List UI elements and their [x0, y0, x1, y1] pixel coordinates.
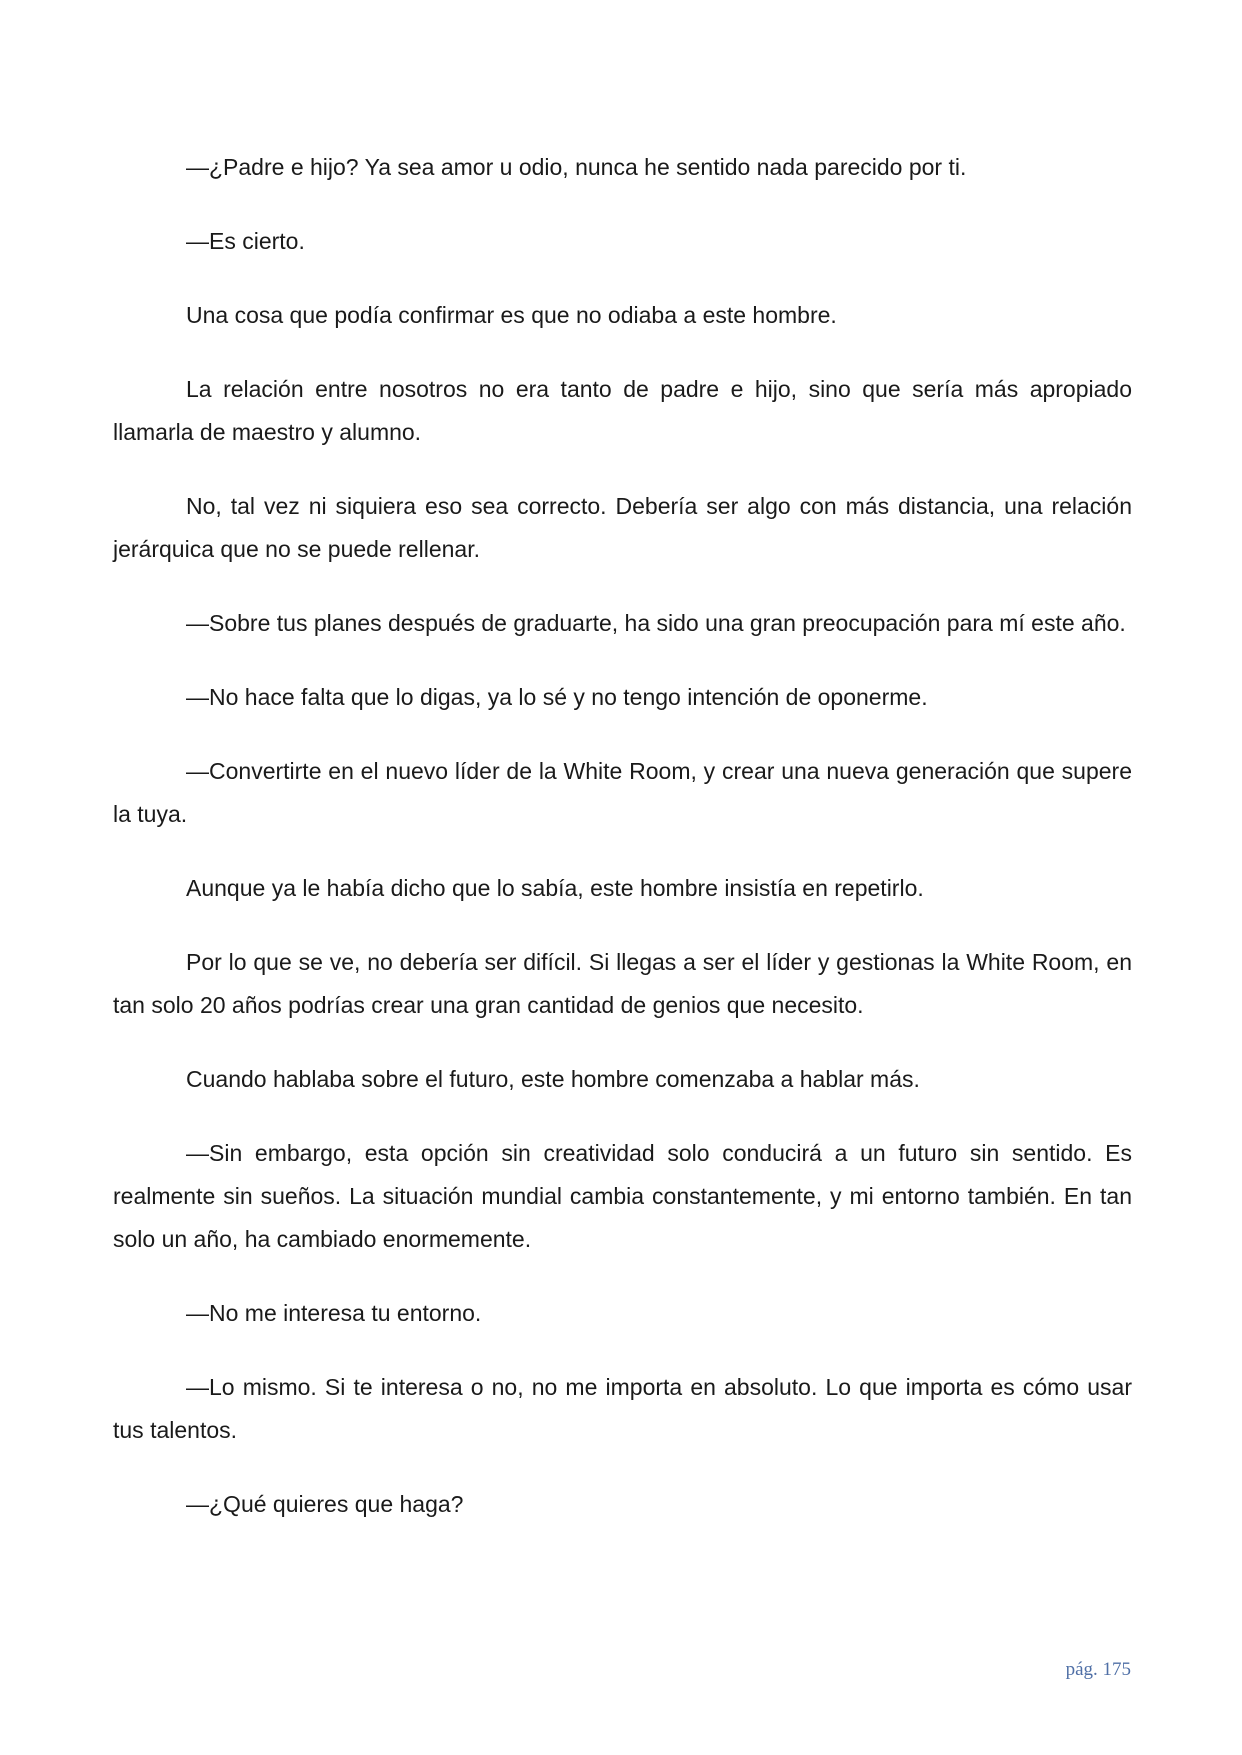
- page-number: pág. 175: [1065, 1659, 1131, 1680]
- paragraph: La relación entre nosotros no era tanto de padre e hijo, sino que sería más apropiado llamarla de maestro y alumno.: [113, 376, 1132, 445]
- paragraph: Una cosa que podía confirmar es que no odiaba a este hombre.: [186, 302, 837, 328]
- paragraph: Cuando hablaba sobre el futuro, este hombre comenzaba a hablar más.: [186, 1066, 920, 1092]
- paragraph: —No hace falta que lo digas, ya lo sé y no tengo intención de oponerme.: [186, 684, 928, 710]
- paragraph: —Lo mismo. Si te interesa o no, no me importa en absoluto. Lo que importa es cómo usar tus talentos.: [113, 1374, 1132, 1443]
- paragraph: Aunque ya le había dicho que lo sabía, este hombre insistía en repetirlo.: [186, 875, 924, 901]
- paragraph: —Sobre tus planes después de graduarte, ha sido una gran preocupación para mí este año.: [186, 610, 1126, 636]
- paragraph: —Es cierto.: [186, 228, 305, 254]
- paragraph: —Sin embargo, esta opción sin creatividad solo conducirá a un futuro sin sentido. Es realmente sin sueños. La situación mundial cambia constantemente, y mi entorno también. En tan solo un año, ha cambiado enormemente.: [113, 1140, 1132, 1252]
- paragraph: —¿Padre e hijo? Ya sea amor u odio, nunca he sentido nada parecido por ti.: [186, 154, 967, 180]
- paragraph: —Convertirte en el nuevo líder de la White Room, y crear una nueva generación que supere la tuya.: [113, 758, 1132, 827]
- paragraph: —No me interesa tu entorno.: [186, 1300, 482, 1326]
- text-body: [113, 146, 1132, 1557]
- paragraph: No, tal vez ni siquiera eso sea correcto. Debería ser algo con más distancia, una relación jerárquica que no se puede rellenar.: [113, 493, 1132, 562]
- paragraph: —¿Qué quieres que haga?: [186, 1491, 464, 1517]
- paragraph: Por lo que se ve, no debería ser difícil. Si llegas a ser el líder y gestionas la White Room, en tan solo 20 años podrías crear una gran cantidad de genios que necesito.: [113, 949, 1132, 1018]
